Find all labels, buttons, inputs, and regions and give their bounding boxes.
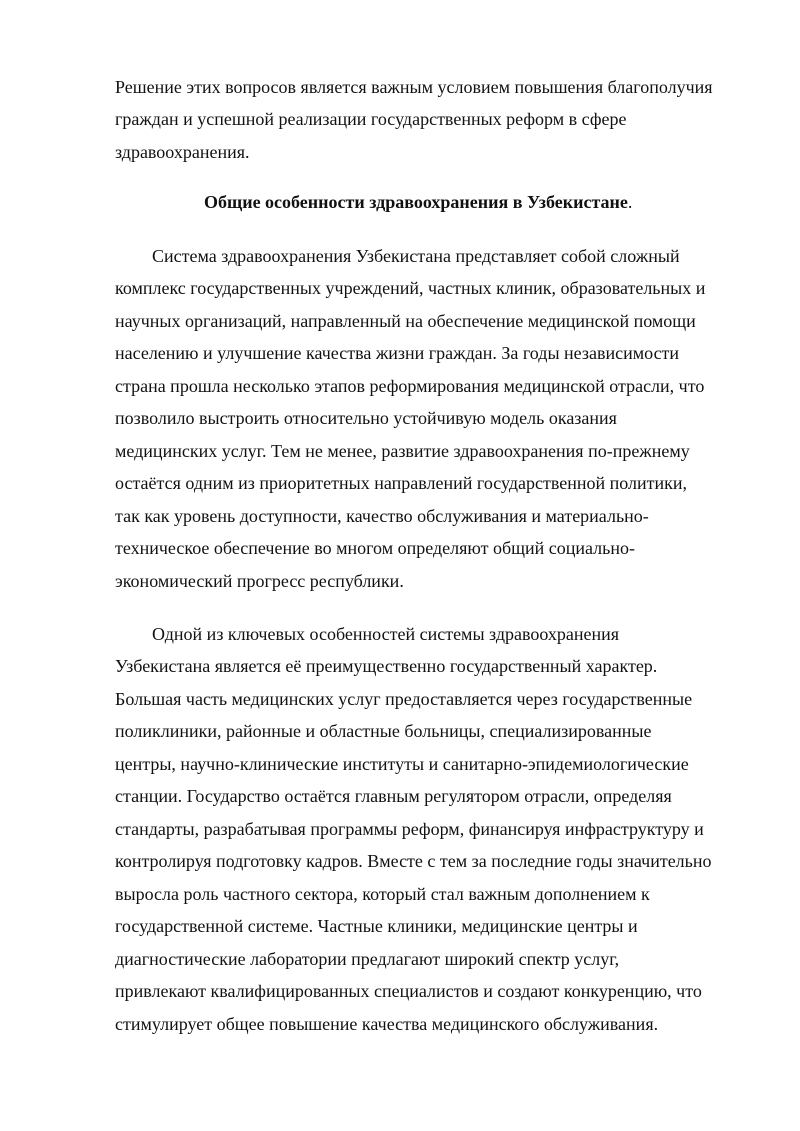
paragraph-2-line-13: стимулирует общее повышение качества медицинского обслуживания. xyxy=(115,1014,659,1034)
paragraph-2-line-9: выросла роль частного сектора, который стал важным дополнением к xyxy=(115,884,650,904)
paragraph-2-line-6: станции. Государство остаётся главным регулятором отрасли, определяя xyxy=(115,786,672,806)
paragraph-2-line-11: диагностические лаборатории предлагают широкий спектр услуг, xyxy=(115,949,620,969)
paragraph-2-line-10: государственной системе. Частные клиники, медицинские центры и xyxy=(115,916,638,936)
paragraph-2-line-5: центры, научно-клинические институты и санитарно-эпидемиологические xyxy=(115,754,689,774)
section-heading xyxy=(204,191,632,213)
paragraph-1-line-4: населению и улучшение качества жизни граждан. За годы независимости xyxy=(115,343,680,363)
section-heading-text: Общие особенности здравоохранения в Узбекистане xyxy=(204,192,628,212)
paragraph-1-line-10: техническое обеспечение во многом определяют общий социально- xyxy=(115,538,635,558)
paragraph-2-line-4: поликлиники, районные и областные больницы, специализированные xyxy=(115,721,652,741)
paragraph-1-line-9: так как уровень доступности, качество обслуживания и материально- xyxy=(115,506,649,526)
paragraph-1-line-6: позволило выстроить относительно устойчивую модель оказания xyxy=(115,408,617,428)
section-heading-period: . xyxy=(627,192,633,212)
paragraph-2-line-3: Большая часть медицинских услуг предоставляется через государственные xyxy=(115,689,693,709)
intro-line-1: Решение этих вопросов является важным условием повышения благополучия xyxy=(115,77,713,97)
paragraph-2-line-8: контролируя подготовку кадров. Вместе с тем за последние годы значительно xyxy=(115,851,712,871)
paragraph-2-line-12: привлекают квалифицированных специалистов и создают конкуренцию, что xyxy=(115,981,702,1001)
paragraph-2-line-1: Одной из ключевых особенностей системы здравоохранения xyxy=(152,624,620,644)
paragraph-2-line-2: Узбекистана является её преимущественно государственный характер. xyxy=(115,656,658,676)
intro-line-3: здравоохранения. xyxy=(115,142,250,162)
paragraph-1-line-2: комплекс государственных учреждений, частных клиник, образовательных и xyxy=(115,278,706,298)
paragraph-1-line-11: экономический прогресс республики. xyxy=(115,571,404,591)
paragraph-2-line-7: стандарты, разрабатывая программы реформ, финансируя инфраструктуру и xyxy=(115,819,704,839)
paragraph-1-line-7: медицинских услуг. Тем не менее, развитие здравоохранения по-прежнему xyxy=(115,441,690,461)
paragraph-1-line-1: Система здравоохранения Узбекистана представляет собой сложный xyxy=(152,246,680,266)
paragraph-1-line-3: научных организаций, направленный на обеспечение медицинской помощи xyxy=(115,311,696,331)
paragraph-1-line-5: страна прошла несколько этапов реформирования медицинской отрасли, что xyxy=(115,376,705,396)
intro-line-2: граждан и успешной реализации государственных реформ в сфере xyxy=(115,109,627,129)
paragraph-1-line-8: остаётся одним из приоритетных направлений государственной политики, xyxy=(115,473,688,493)
